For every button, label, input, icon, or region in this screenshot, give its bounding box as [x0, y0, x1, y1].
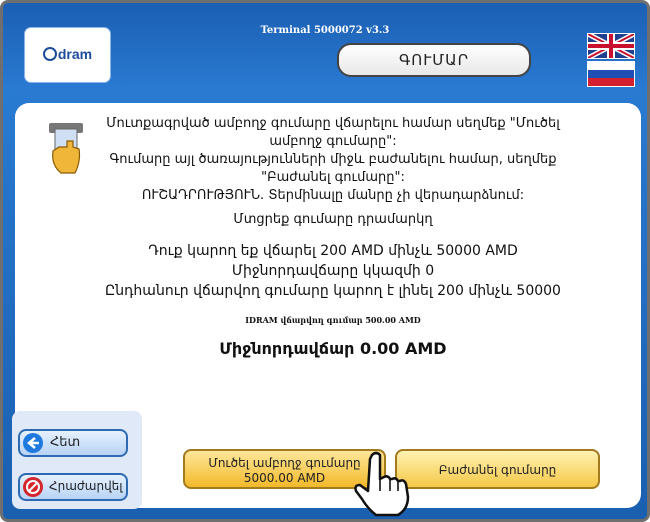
instruction-line: Մուտքագրված ամբողջ գումարը վճարելու համար սեղմեք "Մուծել: [106, 116, 560, 131]
hand-pointer-icon: [350, 451, 415, 519]
instruction-line: "Բաժանել գումարը":: [261, 170, 405, 185]
cancel-button[interactable]: [18, 473, 128, 501]
pay-all-amount: 5000.00 AMD: [243, 471, 326, 485]
main-content: [33, 115, 633, 358]
back-label: Հետ: [50, 435, 81, 450]
instruction-line: Գումարը այլ ծառայությունների միջև բաժանելու համար, սեղմեք: [109, 152, 557, 167]
idram-logo: [25, 28, 110, 82]
cancel-label: Հրաժարվել: [49, 479, 123, 493]
page-title: ԳՈՒՄԱՐ: [337, 43, 531, 77]
russian-flag-icon[interactable]: [587, 61, 635, 87]
logo-word: dram: [57, 46, 93, 62]
cancel-icon: [23, 477, 43, 497]
flag-stripe-blue: [588, 70, 634, 78]
warning-line: ՈՒՇԱԴՐՈՒԹՅՈՒՆ. Տերմինալը մանրը չի վերադարձնում:: [141, 188, 525, 203]
commission-amount: Միջնորդավճար 0.00 AMD: [219, 339, 447, 358]
flag-stripe-red: [588, 78, 634, 86]
instruction-line: ամբողջ գումարը":: [269, 134, 397, 149]
limit-line: Միջնորդավճարը կկազմի 0: [231, 263, 435, 279]
back-arrow-icon: [23, 433, 43, 453]
english-flag-icon[interactable]: [587, 33, 635, 59]
terminal-id: Terminal 5000072 v3.3: [260, 25, 390, 36]
back-button[interactable]: [18, 429, 128, 457]
limit-line: Դուք կարող եք վճարել 200 AMD մինչև 50000 AMD: [148, 243, 518, 259]
payment-amount: IDRAM վճարվող գումար 500.00 AMD: [245, 315, 421, 325]
insert-money-prompt: Մտցրեք գումարը դրամարկղ: [233, 212, 433, 227]
pay-all-label: Մուծել ամբողջ գումարը: [208, 456, 361, 470]
flag-stripe-white: [588, 62, 634, 70]
limit-line: Ընդհանուր վճարվող գումարը կարող է լինել 200 մինչև 50000: [105, 283, 561, 299]
logo-text: [25, 46, 110, 62]
split-amount-button[interactable]: Բաժանել գումարը: [395, 449, 600, 489]
uk-flag-graphic: [588, 34, 634, 58]
logo-circle-icon: [43, 47, 57, 61]
